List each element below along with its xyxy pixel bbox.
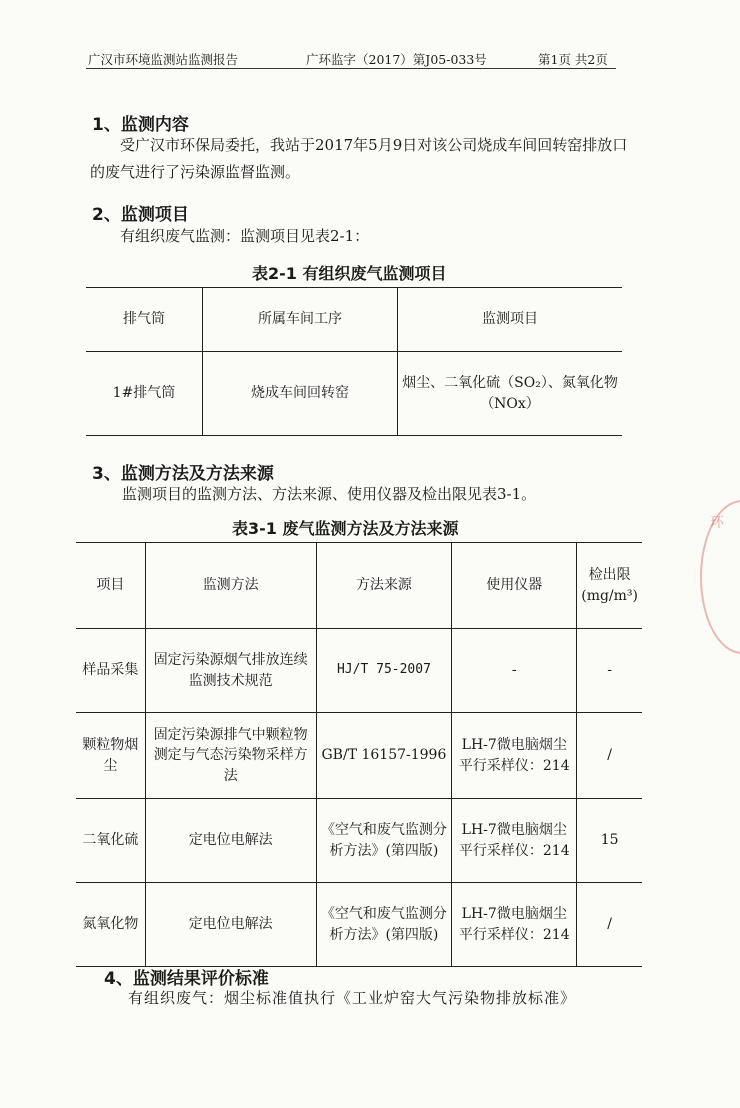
section-3-text: 监测项目的监测方法、方法来源、使用仪器及检出限见表3-1。: [122, 485, 537, 503]
table-cell: /: [577, 883, 642, 967]
th-instrument: 使用仪器: [452, 543, 577, 629]
th-method: 监测方法: [145, 543, 316, 629]
table-cell: 定电位电解法: [145, 883, 316, 967]
section-2-title: 2、监测项目: [92, 205, 189, 225]
table-3-1-caption: 表3-1 废气监测方法及方法来源: [232, 519, 459, 538]
table-2-1-caption: 表2-1 有组织废气监测项目: [252, 264, 447, 283]
table-cell: 颗粒物烟尘: [76, 713, 145, 799]
table-2-1: [86, 287, 622, 436]
table-cell: LH-7微电脑烟尘平行采样仪：214: [452, 799, 577, 883]
table-cell: LH-7微电脑烟尘平行采样仪：214: [452, 713, 577, 799]
table-cell: 二氧化硫: [76, 799, 145, 883]
table-3-1: [76, 542, 642, 967]
section-1-title: 1、监测内容: [92, 115, 189, 135]
table-cell: 烟尘、二氧化硫（SO₂）、氮氧化物（NOx）: [398, 352, 623, 436]
th-source: 方法来源: [316, 543, 452, 629]
official-stamp: [700, 500, 740, 654]
section-2-text: 有组织废气监测：监测项目见表2-1：: [120, 227, 370, 245]
th-items: 监测项目: [398, 288, 623, 352]
th-stack: 排气筒: [86, 288, 203, 352]
th-limit: 检出限 (mg/m³): [577, 543, 642, 629]
table-cell: -: [452, 629, 577, 713]
section-4-text: 有组织废气：烟尘标准值执行《工业炉窑大气污染物排放标准》: [128, 989, 577, 1007]
table-cell: 15: [577, 799, 642, 883]
table-cell: -: [577, 629, 642, 713]
table-cell: 氮氧化物: [76, 883, 145, 967]
table-cell: 烧成车间回转窑: [203, 352, 398, 436]
header-rule: [86, 68, 616, 69]
table-cell: 《空气和废气监测分析方法》(第四版): [316, 799, 452, 883]
table-cell: 1#排气筒: [86, 352, 203, 436]
th-workshop: 所属车间工序: [203, 288, 398, 352]
table-cell: 固定污染源烟气排放连续监测技术规范: [145, 629, 316, 713]
header-report-no: 广环监字（2017）第J05-033号: [306, 52, 487, 67]
table-cell: /: [577, 713, 642, 799]
header-org: 广汉市环境监测站监测报告: [88, 52, 239, 67]
table-cell: 《空气和废气监测分析方法》(第四版): [316, 883, 452, 967]
section-1-text: 受广汉市环保局委托，我站于2017年5月9日对该公司烧成车间回转窑排放口的废气进行了污染源监督监测。: [90, 136, 628, 181]
section-3-title: 3、监测方法及方法来源: [92, 464, 274, 484]
table-cell: 定电位电解法: [145, 799, 316, 883]
header-page: 第1页 共2页: [538, 52, 608, 67]
table-cell: 固定污染源排气中颗粒物测定与气态污染物采样方法: [145, 713, 316, 799]
table-cell: HJ/T 75-2007: [316, 629, 452, 713]
table-cell: LH-7微电脑烟尘平行采样仪：214: [452, 883, 577, 967]
table-cell: 样品采集: [76, 629, 145, 713]
th-item: 项目: [76, 543, 145, 629]
section-4-title: 4、监测结果评价标准: [104, 969, 269, 989]
stamp-text: 环: [710, 515, 724, 531]
table-cell: GB/T 16157-1996: [316, 713, 452, 799]
